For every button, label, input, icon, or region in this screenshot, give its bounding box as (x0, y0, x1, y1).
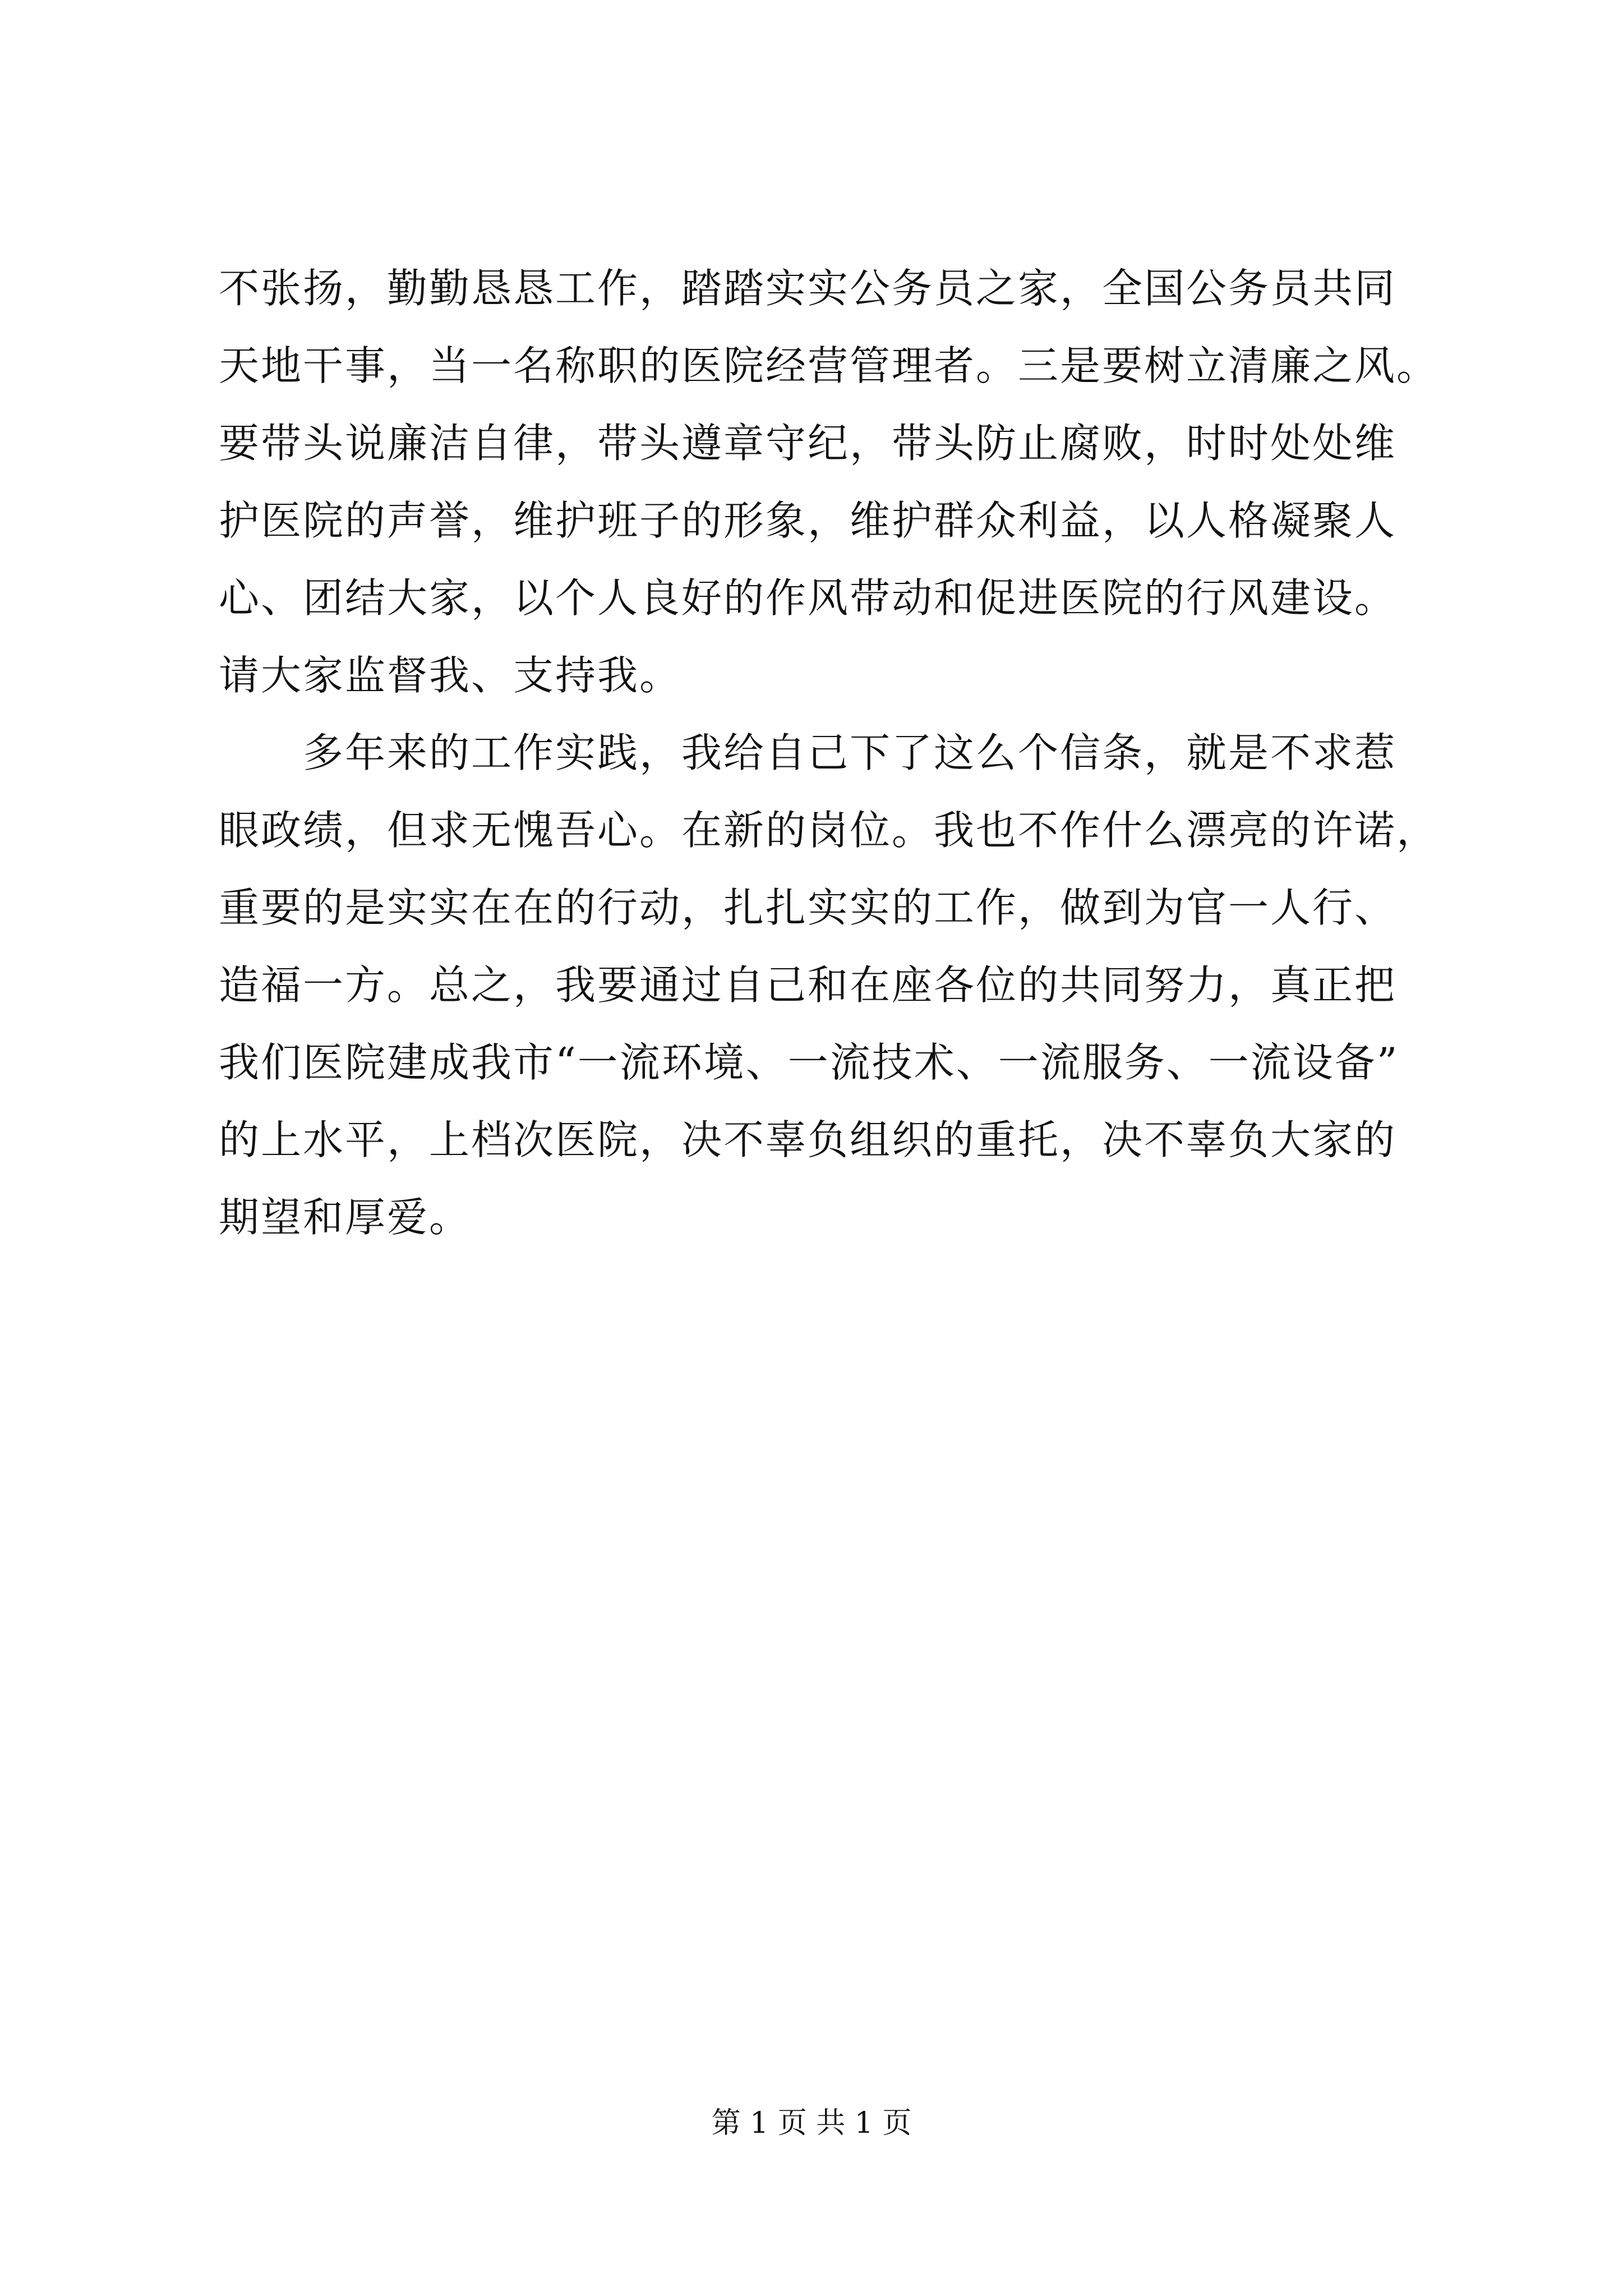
page-number-footer: 第 1 页 共 1 页 (711, 2106, 912, 2140)
text-line: 要带头说廉洁自律，带头遵章守纪，带头防止腐败，时时处处维 (219, 420, 1397, 467)
text-line: 我们医院建成我市“一流环境、一流技术、一流服务、一流设备” (219, 1039, 1399, 1086)
text-line: 护医院的声誉，维护班子的形象，维护群众利益，以人格凝聚人 (219, 497, 1397, 544)
text-line: 眼政绩，但求无愧吾心。在新的岗位。我也不作什么漂亮的许诺， (219, 807, 1439, 854)
text-line: 期望和厚爱。 (219, 1194, 472, 1241)
document-body (219, 250, 1439, 1256)
text-line: 重要的是实实在在的行动，扎扎实实的工作，做到为官一人行、 (219, 884, 1397, 931)
text-line: 造福一方。总之，我要通过自己和在座各位的共同努力，真正把 (219, 961, 1397, 1009)
text-line: 天地干事，当一名称职的医院经营管理者。三是要树立清廉之风。 (219, 342, 1439, 389)
text-line: 的上水平，上档次医院，决不辜负组织的重托，决不辜负大家的 (219, 1116, 1397, 1163)
text-line: 不张扬，勤勤恳恳工作，踏踏实实公务员之家，全国公务员共同 (219, 265, 1397, 312)
text-line: 心、团结大家，以个人良好的作风带动和促进医院的行风建设。 (219, 574, 1397, 622)
text-line: 多年来的工作实践，我给自己下了这么个信条，就是不求惹 (303, 729, 1397, 776)
text-line: 请大家监督我、支持我。 (219, 652, 682, 699)
